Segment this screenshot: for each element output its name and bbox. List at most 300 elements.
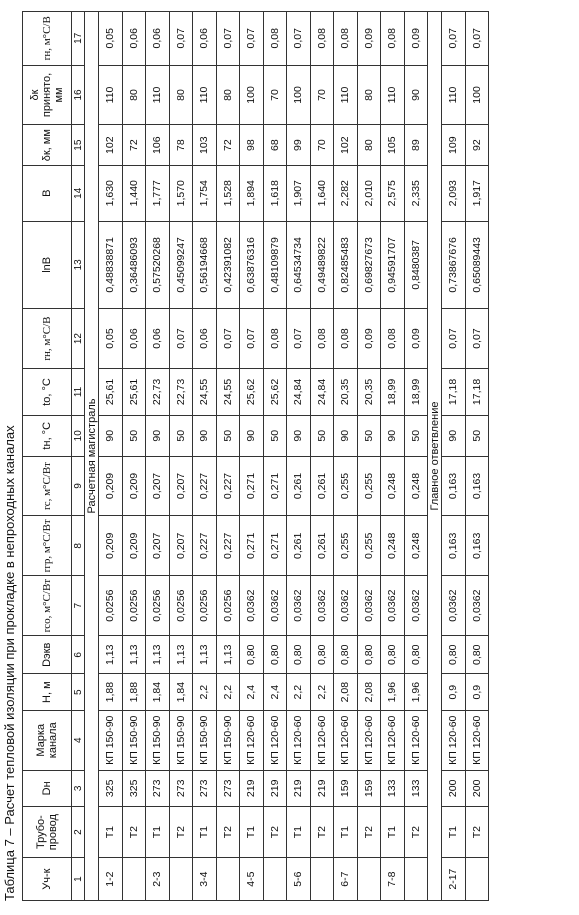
table-cell: 0,261 (310, 456, 334, 516)
table-cell: 0,209 (122, 456, 146, 516)
table-cell: 0,227 (216, 456, 240, 516)
table-cell: 0,261 (287, 516, 311, 576)
table-cell: КП 150-90 (146, 710, 170, 770)
table-cell: 1,96 (381, 674, 405, 710)
table-cell: Т2 (263, 806, 287, 857)
table-row (357, 12, 381, 901)
table-cell: 92 (465, 125, 489, 166)
table-cell (263, 858, 287, 901)
table-cell: Т1 (381, 806, 405, 857)
table-cell: КП 150-90 (193, 710, 217, 770)
column-number: 6 (72, 636, 85, 674)
table-cell: 200 (442, 770, 466, 806)
table-cell: КП 120-60 (404, 710, 428, 770)
table-cell: 0,163 (442, 456, 466, 516)
table-cell: 0,36486093 (122, 221, 146, 309)
table-cell (216, 858, 240, 901)
table-cell: 0,163 (465, 456, 489, 516)
header-t-o: tо, °С (23, 368, 72, 415)
table-cell: 0,163 (442, 516, 466, 576)
table-cell: 0,08 (310, 12, 334, 66)
table-row (122, 12, 146, 901)
column-number: 5 (72, 674, 85, 710)
table-cell: 0,08 (263, 309, 287, 369)
table-cell: 98 (240, 125, 264, 166)
table-cell: 70 (310, 65, 334, 125)
table-cell: 72 (216, 125, 240, 166)
column-number: 15 (72, 125, 85, 166)
table-cell: 100 (287, 65, 311, 125)
table-cell: 0,65089443 (465, 221, 489, 309)
table-cell: 1-2 (99, 858, 123, 901)
insulation-table (22, 11, 489, 901)
table-cell: 20,35 (334, 368, 358, 415)
table-cell: 50 (263, 415, 287, 456)
table-cell: 0,8480387 (404, 221, 428, 309)
table-cell: 2,2 (193, 674, 217, 710)
table-cell: 102 (334, 125, 358, 166)
table-cell: 0,69827673 (357, 221, 381, 309)
table-cell: 0,80 (263, 636, 287, 674)
table-cell: КП 120-60 (263, 710, 287, 770)
table-cell (310, 858, 334, 901)
table-cell: 0,07 (465, 12, 489, 66)
table-cell: КП 120-60 (442, 710, 466, 770)
table-cell: КП 120-60 (310, 710, 334, 770)
table-cell: 78 (169, 125, 193, 166)
table-body (72, 12, 489, 901)
table-cell: 0,57520268 (146, 221, 170, 309)
table-cell: 273 (216, 770, 240, 806)
column-number: 17 (72, 12, 85, 66)
column-number: 16 (72, 65, 85, 125)
table-row (240, 12, 264, 901)
table-row (99, 12, 123, 901)
table-cell: 80 (122, 65, 146, 125)
table-cell: 0,271 (263, 516, 287, 576)
table-cell: 0,0362 (240, 576, 264, 636)
table-cell: КП 120-60 (287, 710, 311, 770)
column-number: 7 (72, 576, 85, 636)
table-row (146, 12, 170, 901)
table-cell: 0,0362 (287, 576, 311, 636)
header-r-c: rс, м°С/Вт (23, 456, 72, 516)
table-cell: 0,48109879 (263, 221, 287, 309)
table-cell: 0,80 (381, 636, 405, 674)
table-cell: 24,55 (216, 368, 240, 415)
table-cell: 0,227 (193, 456, 217, 516)
table-cell: 0,82485483 (334, 221, 358, 309)
table-cell: 80 (169, 65, 193, 125)
table-row (169, 12, 193, 901)
table-cell: 0,80 (240, 636, 264, 674)
table-cell: 1,84 (169, 674, 193, 710)
table-cell: 25,62 (240, 368, 264, 415)
table-cell: КП 120-60 (381, 710, 405, 770)
table-row (404, 12, 428, 901)
table-cell: 0,0362 (263, 576, 287, 636)
table-cell: 4-5 (240, 858, 264, 901)
header-delta-k-accepted: δк принято, мм (23, 65, 72, 125)
table-cell (404, 858, 428, 901)
table-cell: 3-4 (193, 858, 217, 901)
table-cell: 70 (263, 65, 287, 125)
table-cell: 0,209 (99, 516, 123, 576)
section-title-main: Расчетная магистраль (85, 12, 99, 901)
table-cell: 0,73867676 (442, 221, 466, 309)
table-cell: Т2 (465, 806, 489, 857)
column-number: 12 (72, 309, 85, 369)
table-cell: 0,0362 (465, 576, 489, 636)
table-cell: 0,07 (287, 309, 311, 369)
table-cell: 18,99 (404, 368, 428, 415)
table-cell: 0,07 (216, 12, 240, 66)
table-cell: 80 (216, 65, 240, 125)
table-cell: 2,575 (381, 165, 405, 221)
table-cell: 100 (240, 65, 264, 125)
header-delta-k: δк, мм (23, 125, 72, 166)
table-cell: 1,440 (122, 165, 146, 221)
table-cell: 0,09 (357, 309, 381, 369)
table-cell: 0,08 (334, 309, 358, 369)
table-cell: 90 (193, 415, 217, 456)
table-cell: 0,9 (465, 674, 489, 710)
table-cell: 0,08 (381, 309, 405, 369)
table-cell: 0,80 (334, 636, 358, 674)
table-cell: 1,96 (404, 674, 428, 710)
table-cell: 0,48838871 (99, 221, 123, 309)
table-cell: 0,56194668 (193, 221, 217, 309)
table-cell: 109 (442, 125, 466, 166)
table-cell: 90 (404, 65, 428, 125)
table-cell: 2,282 (334, 165, 358, 221)
table-cell: 25,61 (99, 368, 123, 415)
table-cell: 70 (310, 125, 334, 166)
table-cell: 0,07 (216, 309, 240, 369)
header-channel-type: Марка канала (23, 710, 72, 770)
table-cell: 1,13 (122, 636, 146, 674)
table-cell: Т2 (357, 806, 381, 857)
table-cell: 0,0362 (310, 576, 334, 636)
table-cell: 50 (465, 415, 489, 456)
table-cell: 0,07 (442, 309, 466, 369)
table-cell: Т2 (122, 806, 146, 857)
table-row (263, 12, 287, 901)
table-cell: 90 (381, 415, 405, 456)
table-cell: 90 (240, 415, 264, 456)
table-cell: 200 (465, 770, 489, 806)
table-cell: 1,13 (146, 636, 170, 674)
table-cell: 0,209 (99, 456, 123, 516)
header-row (23, 12, 72, 901)
table-cell: 0,255 (357, 456, 381, 516)
table-cell: 0,07 (169, 309, 193, 369)
table-cell: 0,07 (287, 12, 311, 66)
table-cell: 25,61 (122, 368, 146, 415)
table-cell: 2,08 (357, 674, 381, 710)
table-cell: 2,4 (263, 674, 287, 710)
table-cell: 50 (122, 415, 146, 456)
table-cell: 2,093 (442, 165, 466, 221)
table-cell: Т1 (240, 806, 264, 857)
table-cell: 100 (465, 65, 489, 125)
table-cell: 1,13 (99, 636, 123, 674)
table-cell: 0,08 (381, 12, 405, 66)
table-cell: 0,06 (146, 309, 170, 369)
header-equivalent-diameter: Dэкв (23, 636, 72, 674)
table-cell: 0,0256 (169, 576, 193, 636)
table-cell: 0,209 (122, 516, 146, 576)
table-cell: 1,13 (193, 636, 217, 674)
table-cell: 0,0256 (193, 576, 217, 636)
table-cell: 273 (193, 770, 217, 806)
table-cell: 219 (310, 770, 334, 806)
column-number: 14 (72, 165, 85, 221)
table-cell: 0,163 (465, 516, 489, 576)
table-cell: Т1 (442, 806, 466, 857)
table-cell: 0,63876316 (240, 221, 264, 309)
table-cell: 0,0362 (404, 576, 428, 636)
section-row-branch (428, 12, 442, 901)
table-cell: 1,88 (122, 674, 146, 710)
header-t-n: tн, °С (23, 415, 72, 456)
table-cell: 0,06 (193, 12, 217, 66)
table-cell: КП 150-90 (169, 710, 193, 770)
table-cell: 80 (357, 125, 381, 166)
table-cell: Т2 (310, 806, 334, 857)
table-cell: 0,09 (404, 309, 428, 369)
header-b: B (23, 165, 72, 221)
table-cell: 0,49489822 (310, 221, 334, 309)
table-cell: 5-6 (287, 858, 311, 901)
table-cell: 2,335 (404, 165, 428, 221)
table-cell: 0,09 (404, 12, 428, 66)
column-number-row (72, 12, 85, 901)
table-cell: 0,0362 (442, 576, 466, 636)
table-cell: 0,08 (263, 12, 287, 66)
table-cell (357, 858, 381, 901)
table-cell: 0,0256 (122, 576, 146, 636)
table-cell: 50 (169, 415, 193, 456)
column-number: 13 (72, 221, 85, 309)
table-cell: 133 (404, 770, 428, 806)
header-diameter: Dн (23, 770, 72, 806)
table-cell: 0,255 (334, 516, 358, 576)
column-number: 2 (72, 806, 85, 857)
table-cell: 0,07 (169, 12, 193, 66)
table-cell: 0,06 (122, 309, 146, 369)
table-cell: 1,630 (99, 165, 123, 221)
table-cell: 1,88 (99, 674, 123, 710)
table-cell: 90 (99, 415, 123, 456)
table-cell: 0,207 (146, 516, 170, 576)
table-cell: 0,9 (442, 674, 466, 710)
table-cell: 0,80 (442, 636, 466, 674)
table-cell: 0,207 (146, 456, 170, 516)
table-caption: Таблица 7 – Расчет тепловой изоляции при прокладке в непроходных каналах (2, 425, 17, 901)
table-row (442, 12, 466, 901)
table-cell: Т1 (99, 806, 123, 857)
table-cell (169, 858, 193, 901)
table-cell: Т2 (216, 806, 240, 857)
table-cell: 68 (263, 125, 287, 166)
header-r-gr: rгр, м°С/Вт (23, 516, 72, 576)
table-cell: 1,13 (216, 636, 240, 674)
table-cell: Т2 (404, 806, 428, 857)
table-cell: 110 (442, 65, 466, 125)
table-cell: 1,917 (465, 165, 489, 221)
header-r-n-final: rн, м°С/В (23, 12, 72, 66)
table-row (465, 12, 489, 901)
table-cell: 50 (216, 415, 240, 456)
header-depth: Н, м (23, 674, 72, 710)
table-cell: 89 (404, 125, 428, 166)
column-number: 4 (72, 710, 85, 770)
table-cell (122, 858, 146, 901)
table-cell: 110 (381, 65, 405, 125)
table-cell: 273 (146, 770, 170, 806)
table-cell (465, 858, 489, 901)
table-cell: 2,2 (310, 674, 334, 710)
table-row (287, 12, 311, 901)
column-number: 3 (72, 770, 85, 806)
table-cell: 219 (287, 770, 311, 806)
table-cell: 0,80 (404, 636, 428, 674)
table-cell: 90 (442, 415, 466, 456)
table-cell: 325 (122, 770, 146, 806)
table-cell: 159 (334, 770, 358, 806)
table-cell: 0,0256 (216, 576, 240, 636)
table-cell: 0,07 (442, 12, 466, 66)
table-cell: 0,248 (381, 456, 405, 516)
table-cell: КП 150-90 (99, 710, 123, 770)
table-cell: 1,528 (216, 165, 240, 221)
table-cell: 106 (146, 125, 170, 166)
table-cell: 1,618 (263, 165, 287, 221)
table-cell: 0,07 (240, 309, 264, 369)
table-cell: 99 (287, 125, 311, 166)
column-number: 9 (72, 456, 85, 516)
table-cell: 1,13 (169, 636, 193, 674)
table-cell: 50 (310, 415, 334, 456)
table-row (310, 12, 334, 901)
table-cell: 72 (122, 125, 146, 166)
table-cell: 2,4 (240, 674, 264, 710)
table-cell: 0,0362 (381, 576, 405, 636)
table-cell: 0,80 (357, 636, 381, 674)
table-cell: 103 (193, 125, 217, 166)
table-cell: 80 (357, 65, 381, 125)
table-cell: 0,271 (263, 456, 287, 516)
table-cell: 0,80 (465, 636, 489, 674)
table-cell: 1,907 (287, 165, 311, 221)
table-cell: 0,09 (357, 12, 381, 66)
table-cell: 0,08 (310, 309, 334, 369)
table-cell: 110 (99, 65, 123, 125)
table-cell: 90 (287, 415, 311, 456)
table-cell: 1,640 (310, 165, 334, 221)
table-cell: 0,271 (240, 456, 264, 516)
table-cell: 0,227 (193, 516, 217, 576)
table-cell: 2,2 (216, 674, 240, 710)
table-cell: КП 150-90 (216, 710, 240, 770)
table-cell: 0,248 (381, 516, 405, 576)
header-r-n: rн, м°С/В (23, 309, 72, 369)
table-cell: 17,18 (465, 368, 489, 415)
table-cell: 219 (263, 770, 287, 806)
table-cell: 110 (193, 65, 217, 125)
table-cell: 0,06 (146, 12, 170, 66)
table-cell: 105 (381, 125, 405, 166)
table-cell: 0,80 (287, 636, 311, 674)
table-cell: 159 (357, 770, 381, 806)
table-cell: 2,2 (287, 674, 311, 710)
table-cell: Т1 (146, 806, 170, 857)
table-cell: КП 120-60 (357, 710, 381, 770)
table-cell: 90 (334, 415, 358, 456)
table-cell: 0,64534734 (287, 221, 311, 309)
table-cell: 50 (357, 415, 381, 456)
table-cell: 1,570 (169, 165, 193, 221)
table-cell: 273 (169, 770, 193, 806)
table-cell: 0,0362 (334, 576, 358, 636)
table-cell: 2-3 (146, 858, 170, 901)
table-cell: Т1 (334, 806, 358, 857)
table-cell: КП 120-60 (465, 710, 489, 770)
table-cell: 2-17 (442, 858, 466, 901)
column-number: 1 (72, 858, 85, 901)
table-cell: 0,255 (357, 516, 381, 576)
table-cell: 2,010 (357, 165, 381, 221)
table-cell: 17,18 (442, 368, 466, 415)
table-cell: 0,05 (99, 309, 123, 369)
table-cell: 0,248 (404, 456, 428, 516)
table-row (381, 12, 405, 901)
section-row-main (85, 12, 99, 901)
column-number: 10 (72, 415, 85, 456)
table-cell: 133 (381, 770, 405, 806)
table-cell: 18,99 (381, 368, 405, 415)
table-row (216, 12, 240, 901)
table-cell: 0,06 (122, 12, 146, 66)
table-cell: Т1 (193, 806, 217, 857)
table-cell: 24,84 (310, 368, 334, 415)
table-cell: 0,0362 (357, 576, 381, 636)
table-cell: 1,894 (240, 165, 264, 221)
table-cell: 0,06 (193, 309, 217, 369)
table-cell: 102 (99, 125, 123, 166)
table-cell: 0,271 (240, 516, 264, 576)
table-cell: 0,07 (240, 12, 264, 66)
table-cell: КП 120-60 (240, 710, 264, 770)
column-number: 8 (72, 516, 85, 576)
table-cell: 0,0256 (99, 576, 123, 636)
table-cell: 0,80 (310, 636, 334, 674)
table-cell: 0,08 (334, 12, 358, 66)
table-cell: 1,777 (146, 165, 170, 221)
table-cell: 25,62 (263, 368, 287, 415)
table-cell: 0,05 (99, 12, 123, 66)
table-cell: 24,84 (287, 368, 311, 415)
table-cell: 0,94591707 (381, 221, 405, 309)
table-cell: 1,84 (146, 674, 170, 710)
header-r-co: rсо, м°С/Вт (23, 576, 72, 636)
table-cell: 50 (404, 415, 428, 456)
table-cell: 0,0256 (146, 576, 170, 636)
table-cell: КП 120-60 (334, 710, 358, 770)
table-cell: Т1 (287, 806, 311, 857)
table-cell: 1,754 (193, 165, 217, 221)
